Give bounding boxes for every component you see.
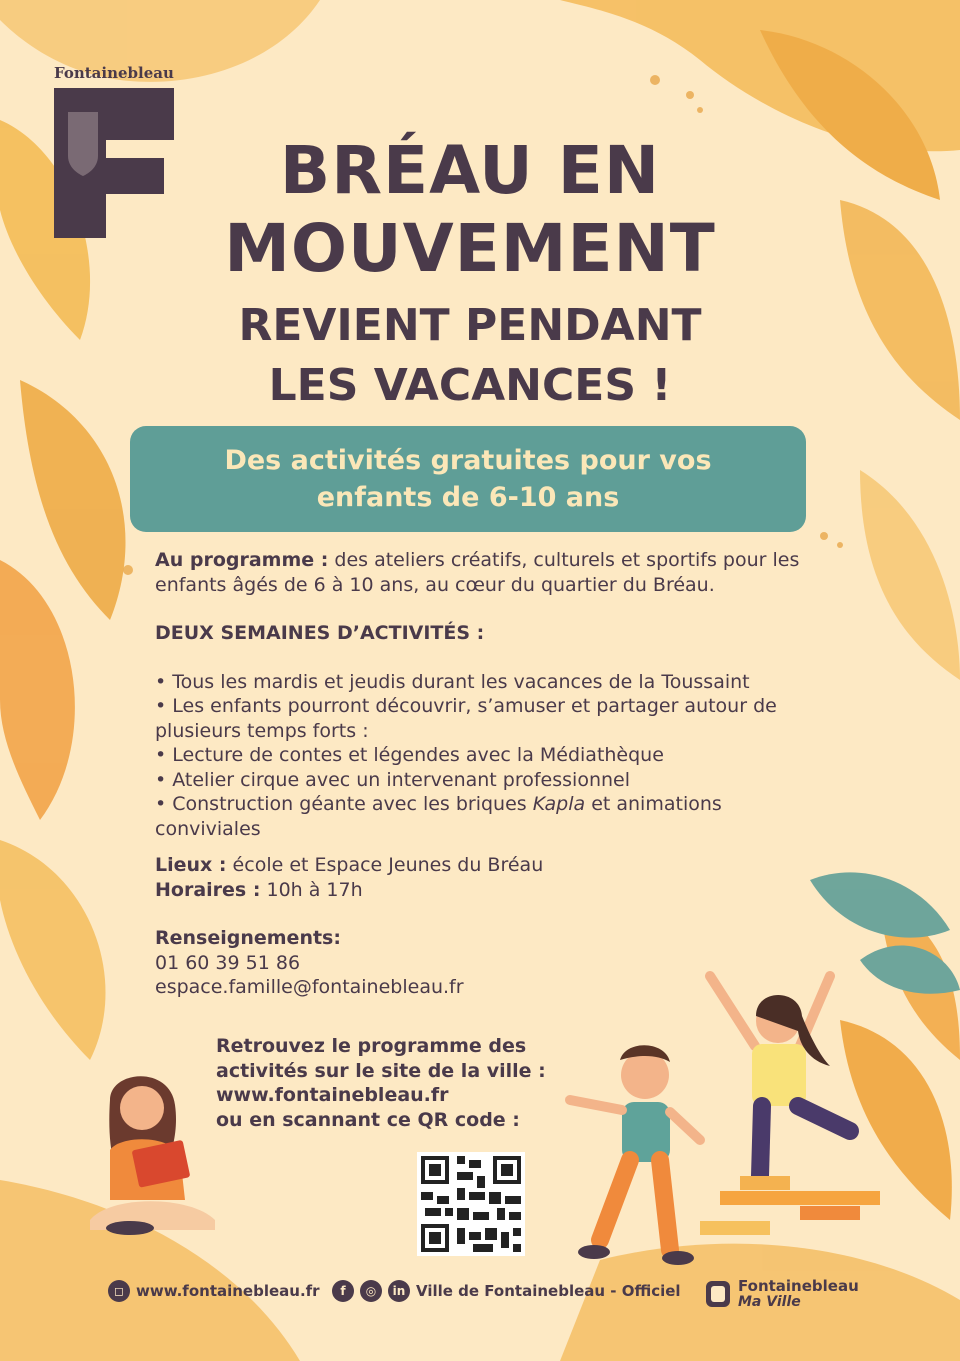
app-name: Fontainebleau — [738, 1277, 859, 1295]
kapla-brand: Kapla — [532, 793, 586, 815]
qr-code-icon[interactable] — [417, 1152, 525, 1256]
contact-phone[interactable]: 01 60 39 51 86 — [155, 951, 301, 974]
footer-website[interactable] — [108, 1280, 320, 1302]
subtitle-line-2: LES VACANCES ! — [268, 360, 672, 411]
contact-email[interactable]: espace.famille@fontainebleau.fr — [155, 976, 464, 998]
reading-girl-illustration — [80, 1060, 220, 1240]
cta-line: ou en scannant ce QR code : — [216, 1108, 520, 1131]
contact-label: Renseignements: — [155, 927, 341, 949]
footer-app-brand[interactable] — [706, 1278, 859, 1310]
bullet-item: • Lecture de contes et légendes avec la Médiathèque — [155, 744, 664, 766]
program-details — [155, 548, 805, 1000]
facebook-icon[interactable]: f — [332, 1280, 354, 1302]
web-icon: ◻ — [108, 1280, 130, 1302]
banner-line-1: Des activités gratuites pour vos — [224, 445, 712, 476]
title-line-2: MOUVEMENT — [224, 210, 716, 287]
linkedin-icon[interactable]: in — [388, 1280, 410, 1302]
qr-call-to-action — [216, 1034, 576, 1132]
bullet-item: • Construction géante avec les briques Kapla et animations conviviales — [155, 793, 722, 840]
hours-line: Horaires : 10h à 17h — [155, 878, 363, 901]
app-tagline: Ma Ville — [738, 1294, 801, 1310]
cta-line: Retrouvez le programme des — [216, 1035, 527, 1057]
weeks-heading: DEUX SEMAINES D’ACTIVITÉS : — [155, 622, 485, 644]
instagram-icon[interactable]: ◎ — [360, 1280, 382, 1302]
program-paragraph — [155, 548, 805, 597]
footer-social[interactable] — [332, 1280, 681, 1302]
bullet-item: • Tous les mardis et jeudis durant les vacances de la Toussaint — [155, 670, 750, 693]
places-line: Lieux : école et Espace Jeunes du Bréau — [155, 854, 544, 876]
banner-line-2: enfants de 6-10 ans — [316, 482, 620, 513]
bullet-item: • Les enfants pourront découvrir, s’amuser et partager autour de plusieurs temps forts : — [155, 695, 777, 742]
program-label: Au programme : — [155, 549, 329, 571]
bullet-item: • Atelier cirque avec un intervenant professionnel — [155, 768, 630, 791]
program-text: des ateliers créatifs, culturels et sportifs pour les enfants âgés de 6 à 10 ans, au cœur du quartier du Bréau. — [155, 549, 800, 596]
fontainebleau-logo-icon — [54, 88, 174, 238]
free-activities-banner — [130, 426, 806, 532]
subtitle-line-1: REVIENT PENDANT — [238, 300, 702, 351]
footer-website-label: www.fontainebleau.fr — [136, 1282, 320, 1300]
running-boy-illustration — [560, 1040, 720, 1270]
footer-social-label: Ville de Fontainebleau - Officiel — [416, 1282, 681, 1300]
jumping-girl-illustration — [700, 966, 880, 1256]
app-icon — [706, 1281, 730, 1307]
cta-line: activités sur le site de la ville : — [216, 1059, 546, 1082]
title-line-1: BRÉAU EN — [279, 132, 661, 209]
brand-wordmark: Fontainebleau — [54, 64, 174, 82]
cta-website-link[interactable]: www.fontainebleau.fr — [216, 1084, 449, 1106]
